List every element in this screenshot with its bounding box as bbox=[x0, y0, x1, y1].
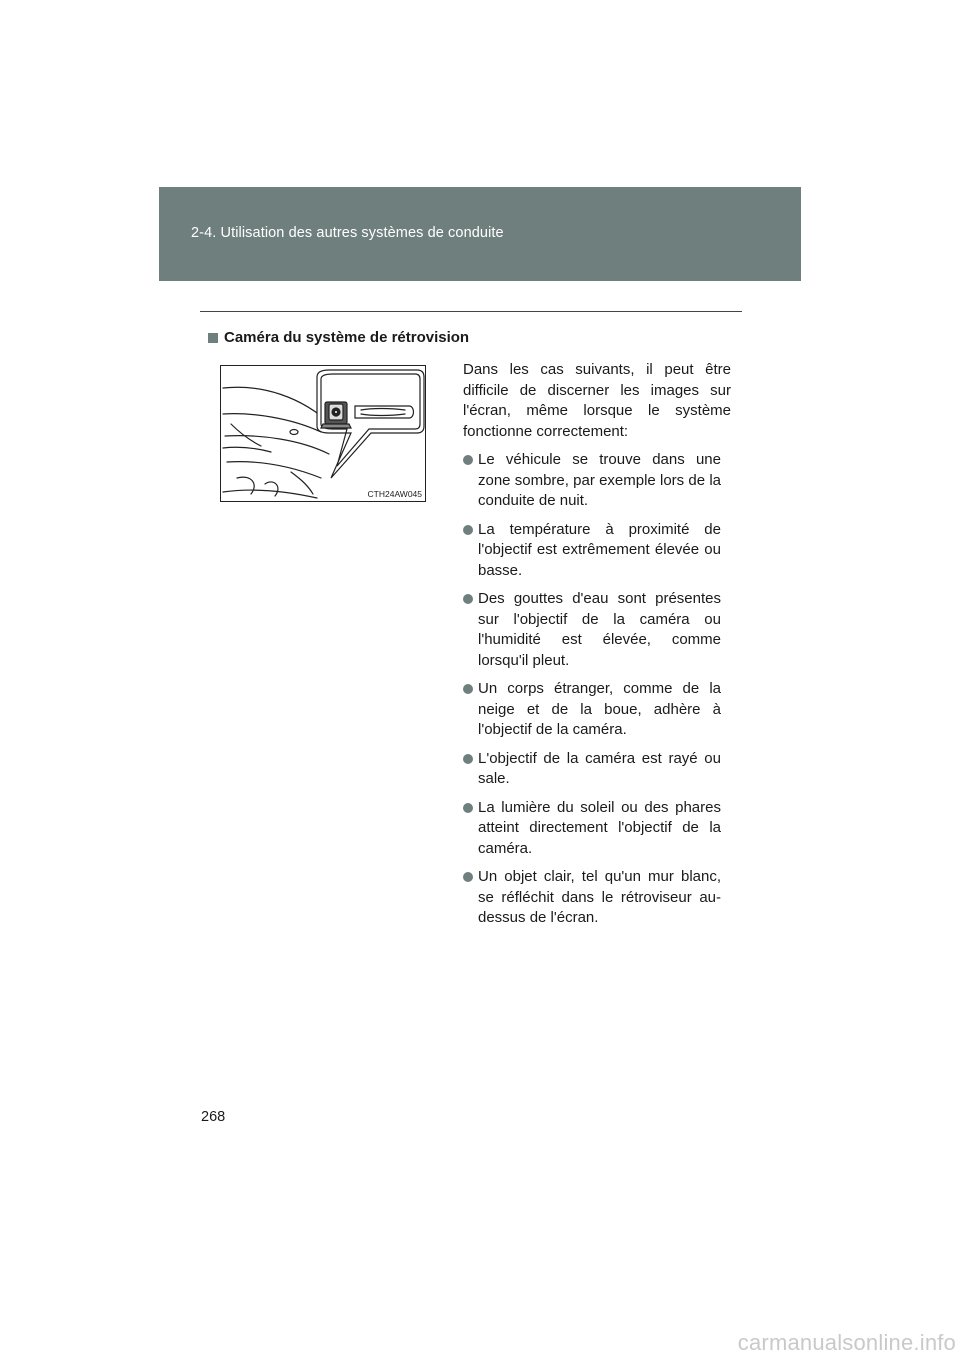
rear-camera-illustration-icon bbox=[221, 366, 425, 501]
bullet-dot-icon bbox=[463, 754, 473, 764]
body-text-column bbox=[463, 360, 731, 937]
list-item-text: Des gouttes d'eau sont présentes sur l'objectif de la caméra ou l'humidité est élevée, comme lorsqu'il pleut. bbox=[478, 590, 721, 669]
chapter-title: 2-4. Utilisation des autres systèmes de conduite bbox=[191, 225, 504, 241]
square-bullet-icon bbox=[208, 333, 218, 343]
bullet-dot-icon bbox=[463, 684, 473, 694]
bullet-dot-icon bbox=[463, 455, 473, 465]
list-item-text: La température à proximité de l'objectif est extrêmement élevée ou basse. bbox=[478, 520, 721, 579]
bullet-dot-icon bbox=[463, 594, 473, 604]
list-item-text: L'objectif de la caméra est rayé ou sale. bbox=[478, 749, 721, 787]
bullet-dot-icon bbox=[463, 803, 473, 813]
list-item bbox=[463, 589, 721, 671]
list-item bbox=[463, 867, 721, 929]
bullet-dot-icon bbox=[463, 525, 473, 535]
list-item bbox=[463, 798, 721, 860]
page-number: 268 bbox=[201, 1109, 226, 1125]
list-item-text: Un objet clair, tel qu'un mur blanc, se réfléchit dans le rétroviseur au-dessus de l'écran. bbox=[478, 868, 721, 926]
list-item-text: La lumière du soleil ou des phares atteint directement l'objectif de la caméra. bbox=[478, 798, 721, 857]
rear-camera-figure bbox=[220, 365, 426, 502]
list-item-text: Un corps étranger, comme de la neige et de la boue, adhère à l'objectif de la caméra. bbox=[478, 680, 721, 738]
watermark: carmanualsonline.info bbox=[737, 1330, 956, 1355]
figure-code: CTH24AW045 bbox=[367, 489, 422, 499]
bullet-dot-icon bbox=[463, 872, 473, 882]
list-item-text: Le véhicule se trouve dans une zone sombre, par exemple lors de la conduite de nuit. bbox=[478, 451, 721, 509]
chapter-header-band bbox=[159, 187, 801, 281]
list-item bbox=[463, 450, 721, 512]
conditions-list bbox=[463, 450, 731, 929]
list-item bbox=[463, 679, 721, 741]
section-heading-text: Caméra du système de rétrovision bbox=[224, 329, 470, 346]
intro-paragraph: Dans les cas suivants, il peut être difficile de discerner les images sur l'écran, même lorsque le système fonctionne correctement: bbox=[463, 361, 731, 440]
section-heading bbox=[208, 329, 469, 346]
list-item bbox=[463, 520, 721, 582]
section-divider bbox=[200, 311, 742, 312]
list-item bbox=[463, 749, 721, 790]
